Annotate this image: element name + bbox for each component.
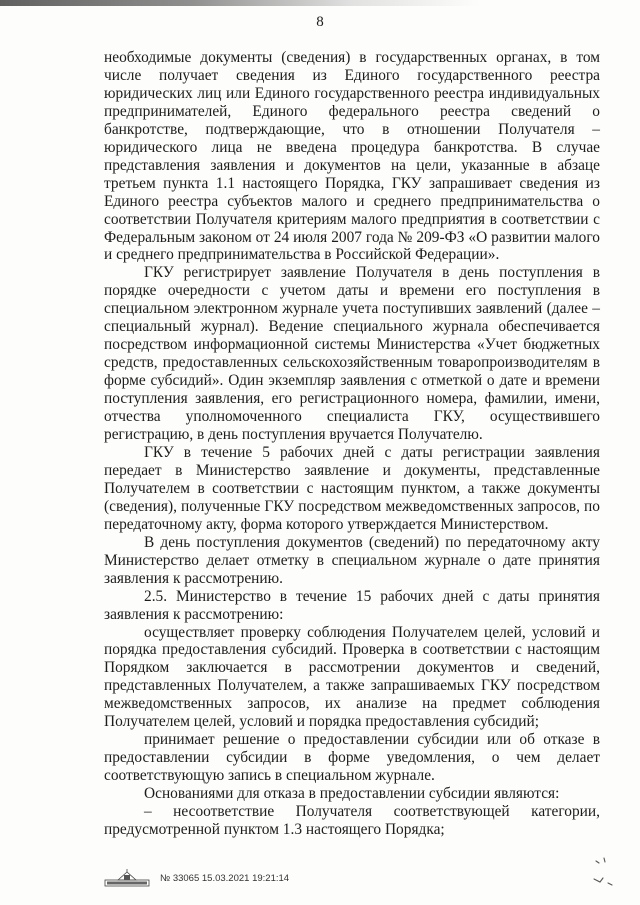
paragraph-9: – несоответствие Получателя соответствующей категории, предусмотренной пунктом 1.3 настоящего Порядка; — [104, 803, 600, 838]
paragraph-7: принимает решение о предоставлении субсидии или об отказе в предоставлении субсидии в форме уведомления, о чем делает соответствующую запись в специальном журнале. — [104, 731, 600, 785]
registration-stamp: № 33065 15.03.2021 19:21:14 — [160, 872, 290, 884]
paragraph-2: ГКУ регистрирует заявление Получателя в день поступления в порядке очередности с учетом даты и времени его поступления в специальном электронном журнале учета поступивших заявлений (далее – специальный журнал). Ведение специального журнала обеспечивается посредством информационной системы Министерства «Учет бюджетных средств, предоставленных сельскохозяйственным товаропроизводителям в форме субсидий». Один экземпляр заявления с отметкой о дате и времени поступления заявления, его регистрационного номера, фамилии, имени, отчества уполномоченного специалиста ГКУ, осуществившего регистрацию, в день поступления вручается Получателю. — [104, 264, 600, 444]
government-building-icon — [104, 868, 150, 888]
registration-footer — [104, 868, 289, 888]
paragraph-5: 2.5. Министерство в течение 15 рабочих дней с даты принятия заявления к рассмотрению: — [104, 587, 600, 623]
paragraph-3: ГКУ в течение 5 рабочих дней с даты регистрации заявления передает в Министерство заявление и документы, представленные Получателем в соответствии с настоящим пунктом, а также документы (сведения), полученные ГКУ посредством межведомственных запросов, по передаточному акту, форма которого утверждается Министерством. — [104, 443, 600, 533]
paragraph-6: осуществляет проверку соблюдения Получателем целей, условий и порядка предоставления субсидий. Проверка в соответствии с настоящим Порядком заключается в рассмотрении документов и сведений, представленных Получателем, а также запрашиваемых ГКУ посредством межведомственных запросов, их анализе на предмет соблюдения Получателем целей, условий и порядка предоставления субсидий; — [104, 623, 600, 731]
page-number: 8 — [316, 14, 324, 30]
paragraph-8: Основаниями для отказа в предоставлении субсидии являются: — [144, 785, 560, 803]
document-body — [104, 49, 600, 839]
paragraph-4: В день поступления документов (сведений) по передаточному акту Министерство делает отметку в специальном журнале о дате принятия заявления к рассмотрению. — [104, 533, 600, 587]
scan-edge — [0, 0, 640, 6]
scan-marks — [590, 855, 620, 893]
paragraph-1: необходимые документы (сведения) в государственных органах, в том числе получает сведения из Единого государственного реестра юридических лиц или Единого государственного реестра индивидуальных предпринимателей, Единого федерального реестра сведений о банкротстве, подтверждающие, что в отношении Получателя – юридического лица не введена процедура банкротства. В случае представления заявления и документов на цели, указанные в абзаце третьем пункта 1.1 настоящего Порядка, ГКУ запрашивает сведения из Единого реестра субъектов малого и среднего предпринимательства о соответствии Получателя критериям малого предприятия в соответствии с Федеральным законом от 24 июля 2007 года № 209-ФЗ «О развитии малого и среднего предпринимательства в Российской Федерации». — [104, 49, 600, 264]
